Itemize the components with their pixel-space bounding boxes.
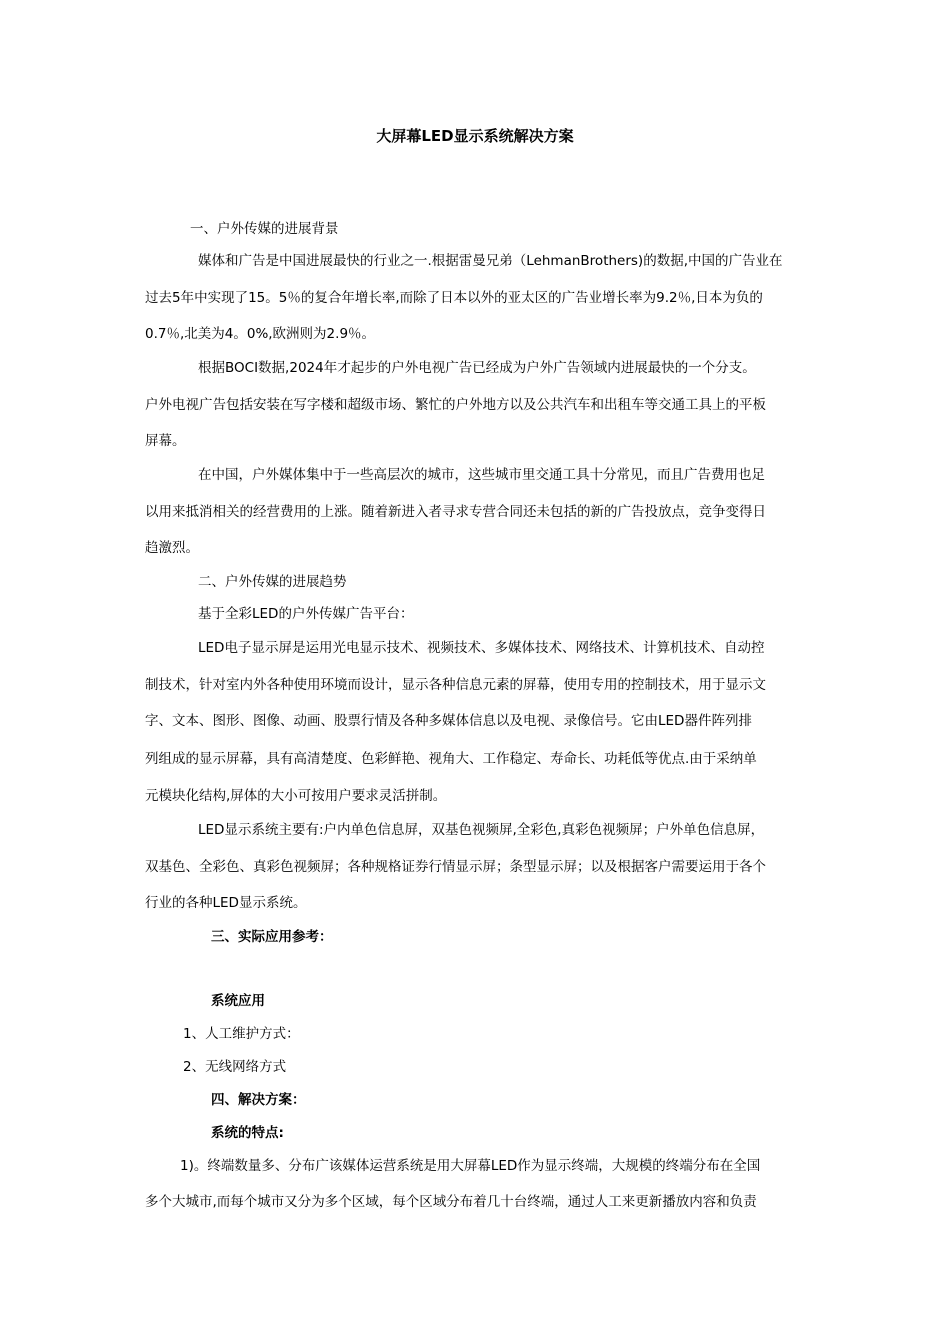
paragraph-line: 元模块化结构,屏体的大小可按用户要求灵活拼制。 <box>145 788 447 804</box>
paragraph-line: 制技术，针对室内外各种使用环境而设计，显示各种信息元素的屏幕，使用专用的控制技术，用于显示文 <box>145 677 766 693</box>
paragraph-line: LED显示系统主要有:户内单色信息屏，双基色视频屏,全彩色,真彩色视频屏；户外单色信息屏， <box>198 822 765 838</box>
list-item: 1、人工维护方式： <box>183 1026 300 1042</box>
paragraph-line: 行业的各种LED显示系统。 <box>145 895 307 911</box>
paragraph-line: 过去5年中实现了15。5％的复合年增长率,而除了日本以外的亚太区的广告业增长率为9.2％,日本为负的 <box>145 290 763 306</box>
paragraph-line: 以用来抵消相关的经营费用的上涨。随着新进入者寻求专营合同还未包括的新的广告投放点，竞争变得日 <box>145 504 766 520</box>
subsection-heading: 系统的特点: <box>211 1125 284 1141</box>
section-heading-3: 三、实际应用参考： <box>211 929 333 945</box>
section-heading-4: 四、解决方案： <box>211 1092 306 1108</box>
paragraph-line: 0.7％,北美为4。0%,欧洲则为2.9％。 <box>145 326 376 342</box>
paragraph-line: 1)。终端数量多、分布广该媒体运营系统是用大屏幕LED作为显示终端，大规模的终端分布在全国 <box>180 1158 761 1174</box>
list-item: 2、无线网络方式 <box>183 1059 287 1075</box>
paragraph-line: LED电子显示屏是运用光电显示技术、视频技术、多媒体技术、网络技术、计算机技术、自动控 <box>198 640 765 656</box>
paragraph-line: 双基色、全彩色、真彩色视频屏；各种规格证券行情显示屏；条型显示屏；以及根据客户需要运用于各个 <box>145 859 766 875</box>
document-title: 大屏幕LED显示系统解决方案 <box>376 127 574 145</box>
section-heading-1: 一、户外传媒的进展背景 <box>190 221 339 237</box>
section-heading-2: 二、户外传媒的进展趋势 <box>198 574 347 590</box>
paragraph-line: 媒体和广告是中国进展最快的行业之一.根据雷曼兄弟（LehmanBrothers)的数据,中国的广告业在 <box>198 253 783 269</box>
paragraph-line: 多个大城市,而每个城市又分为多个区域，每个区域分布着几十台终端，通过人工来更新播放内容和负责 <box>145 1194 757 1210</box>
paragraph-line: 屏幕。 <box>145 433 186 449</box>
subsection-heading: 系统应用 <box>211 993 265 1009</box>
paragraph-line: 列组成的显示屏幕，具有高清楚度、色彩鲜艳、视角大、工作稳定、寿命长、功耗低等优点.由于采纳单 <box>145 751 757 767</box>
paragraph-line: 在中国，户外媒体集中于一些高层次的城市，这些城市里交通工具十分常见，而且广告费用也足 <box>198 467 765 483</box>
paragraph-line: 趋激烈。 <box>145 540 199 556</box>
paragraph-line: 基于全彩LED的户外传媒广告平台： <box>198 606 414 622</box>
paragraph-line: 根据BOCI数据,2024年才起步的户外电视广告已经成为户外广告领域内进展最快的一个分支。 <box>198 360 756 376</box>
paragraph-line: 户外电视广告包括安装在写字楼和超级市场、繁忙的户外地方以及公共汽车和出租车等交通工具上的平板 <box>145 397 766 413</box>
paragraph-line: 字、文本、图形、图像、动画、股票行情及各种多媒体信息以及电视、录像信号。它由LED器件阵列排 <box>145 713 752 729</box>
